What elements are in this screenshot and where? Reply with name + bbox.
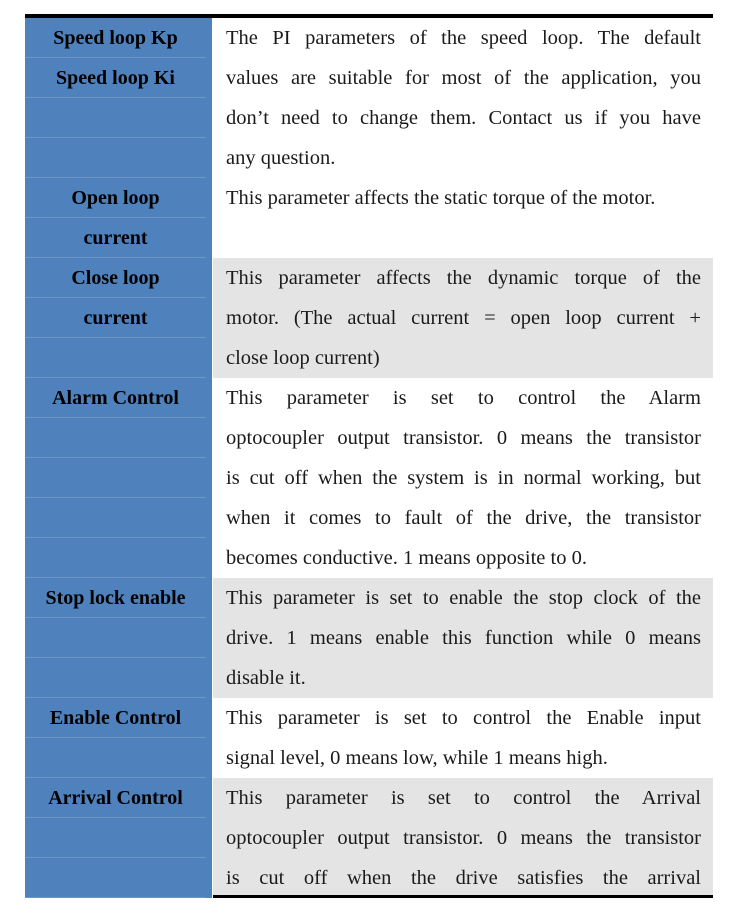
table-row [25,578,713,698]
description-line: This parameter affects the dynamic torque of the [226,267,701,289]
parameter-name-line: Alarm Control [25,378,206,418]
parameter-name-line: Open loop [25,178,206,218]
parameter-name-line [25,458,206,498]
parameter-name-line [25,658,206,698]
parameter-name-cell [25,578,213,698]
parameter-name-line: Speed loop Ki [25,58,206,98]
description-line: This parameter is set to control the Alarm [226,387,701,409]
parameter-name-line [25,138,206,178]
parameter-name-line [25,418,206,458]
description-line: This parameter is set to control the Arrival [226,787,701,809]
description-line: optocoupler output transistor. 0 means the transistor [226,827,701,849]
parameter-name-line [25,738,206,778]
description-line: motor. (The actual current = open loop current + [226,307,701,329]
parameter-name-line [25,98,206,138]
parameter-name-line: Close loop [25,258,206,298]
bottom-rule [213,895,713,898]
description-line: The PI parameters of the speed loop. The default [226,27,701,49]
table-row [25,258,713,378]
table-row [25,698,713,778]
parameter-description-cell [213,18,713,178]
description-line: This parameter is set to enable the stop clock of the [226,587,701,609]
parameter-name-line: Enable Control [25,698,206,738]
description-line: drive. 1 means enable this function while 0 means [226,627,701,649]
description-line: optocoupler output transistor. 0 means the transistor [226,427,701,449]
parameter-table [25,14,713,898]
description-line [226,218,701,258]
parameter-name-line: Stop lock enable [25,578,206,618]
table-row [25,778,713,898]
description-line: signal level, 0 means low, while 1 means high. [226,747,608,769]
parameter-name-cell [25,778,213,898]
description-line: is cut off when the system is in normal working, but [226,467,701,489]
description-line: any question. [226,147,336,169]
description-line: when it comes to fault of the drive, the transistor [226,507,701,529]
parameter-description-cell [213,258,713,378]
parameter-name-line: current [25,218,206,258]
parameter-name-line: Speed loop Kp [25,18,206,58]
parameter-name-cell [25,178,213,258]
parameter-name-line [25,618,206,658]
description-line: disable it. [226,667,306,689]
table-row [25,178,713,258]
parameter-name-cell [25,698,213,778]
parameter-name-cell [25,378,213,578]
description-line: This parameter is set to control the Enable input [226,707,701,729]
parameter-name-line [25,338,206,378]
description-line: don’t need to change them. Contact us if you have [226,107,701,129]
parameter-name-line [25,818,206,858]
table-row [25,378,713,578]
parameter-description-cell [213,378,713,578]
description-line: becomes conductive. 1 means opposite to 0. [226,547,587,569]
parameter-description-cell [213,178,713,258]
parameter-name-cell [25,258,213,378]
description-line: close loop current) [226,347,380,369]
parameter-name-cell [25,18,213,178]
parameter-name-line: current [25,298,206,338]
parameter-name-line: Arrival Control [25,778,206,818]
parameter-name-line [25,858,206,898]
description-line: This parameter affects the static torque of the motor. [226,187,656,209]
parameter-description-cell [213,698,713,778]
description-line: values are suitable for most of the application, you [226,67,701,89]
parameter-name-line [25,498,206,538]
parameter-name-line [25,538,206,578]
table-row [25,18,713,178]
parameter-description-cell [213,778,713,898]
description-line: is cut off when the drive satisfies the arrival [226,867,701,889]
parameter-description-cell [213,578,713,698]
